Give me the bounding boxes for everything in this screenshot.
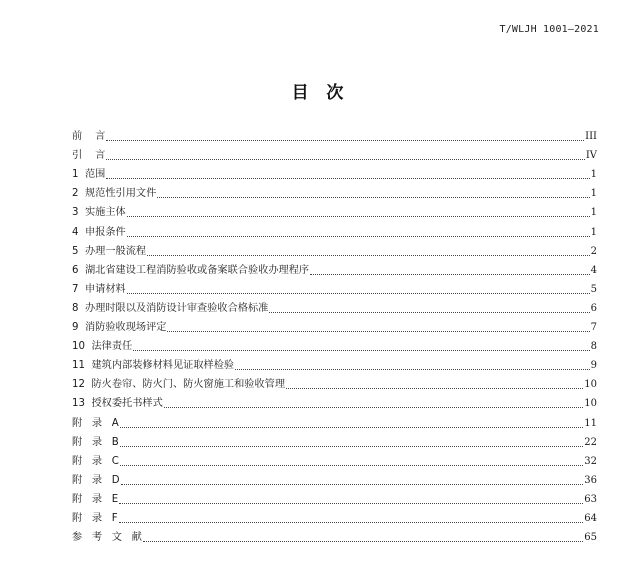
toc-entry[interactable]	[72, 315, 597, 334]
toc-entry-label: 引 言	[72, 150, 106, 162]
toc-dot-leader	[286, 388, 583, 389]
toc-dot-leader	[167, 331, 589, 332]
toc-entry[interactable]	[72, 372, 597, 391]
toc-dot-leader	[127, 216, 590, 217]
toc-entry-label: 5 办理一般流程	[72, 245, 147, 257]
toc-entry-label: 前 言	[72, 131, 106, 143]
toc-entry-page: 7	[590, 322, 597, 334]
toc-entry-page: 22	[584, 436, 597, 448]
toc-entry-page: IV	[585, 150, 597, 162]
toc-entry-label: 12 防火卷帘、防火门、防火窗施工和验收管理	[72, 379, 286, 391]
toc-entry[interactable]	[72, 487, 597, 506]
toc-entry-label: 4 申报条件	[72, 226, 126, 238]
toc-dot-leader	[119, 503, 583, 504]
document-code: T/WLJH 1001—2021	[499, 24, 599, 35]
toc-entry[interactable]	[72, 219, 597, 238]
toc-entry[interactable]	[72, 162, 597, 181]
toc-entry-label: 2 规范性引用文件	[72, 188, 157, 200]
toc-entry-label: 11 建筑内部装修材料见证取样检验	[72, 360, 235, 372]
toc-entry-page: 1	[590, 188, 597, 200]
toc-entry-label: 9 消防验收现场评定	[72, 322, 167, 334]
toc-entry[interactable]	[72, 525, 597, 544]
toc-entry-page: 10	[584, 398, 597, 410]
toc-entry-page: 32	[584, 455, 597, 467]
toc-entry-page: 65	[584, 532, 597, 544]
toc-entry-label: 附 录 D	[72, 474, 120, 486]
toc-entry-label: 8 办理时限以及消防设计审查验收合格标准	[72, 302, 269, 314]
toc-entry-label: 3 实施主体	[72, 207, 126, 219]
toc-entry-label: 13 授权委托书样式	[72, 398, 163, 410]
toc-entry[interactable]	[72, 239, 597, 258]
toc-entry-label: 附 录 F	[72, 512, 118, 524]
toc-entry[interactable]	[72, 410, 597, 429]
toc-dot-leader	[106, 159, 585, 160]
toc-entry-page: 9	[590, 360, 597, 372]
toc-entry-page: 6	[590, 302, 597, 314]
toc-entry-label: 1 范围	[72, 169, 106, 181]
toc-entry-page: 2	[590, 245, 597, 257]
toc-entry-page: 36	[584, 474, 597, 486]
toc-dot-leader	[133, 350, 589, 351]
toc-entry[interactable]	[72, 296, 597, 315]
toc-entry-label: 7 申请材料	[72, 283, 126, 295]
toc-entry-page: 5	[590, 283, 597, 295]
toc-dot-leader	[120, 427, 583, 428]
toc-entry[interactable]	[72, 200, 597, 219]
toc-entry[interactable]	[72, 391, 597, 410]
page-title: 目 次	[291, 83, 346, 103]
toc-entry-label: 附 录 B	[72, 436, 119, 448]
toc-entry[interactable]	[72, 449, 597, 468]
toc-dot-leader	[143, 541, 583, 542]
toc-entry-page: 8	[590, 341, 597, 353]
toc-entry-label: 附 录 E	[72, 493, 119, 505]
toc-entry[interactable]	[72, 334, 597, 353]
toc-dot-leader	[106, 140, 584, 141]
toc-dot-leader	[269, 312, 589, 313]
toc-dot-leader	[127, 236, 590, 237]
toc-dot-leader	[147, 255, 590, 256]
toc-entry-page: 63	[584, 493, 597, 505]
toc-entry-page: III	[585, 131, 597, 143]
toc-dot-leader	[120, 465, 583, 466]
toc-entry-label: 10 法律责任	[72, 341, 133, 353]
toc-entry[interactable]	[72, 277, 597, 296]
toc-dot-leader	[310, 274, 590, 275]
toc-entry[interactable]	[72, 468, 597, 487]
toc-dot-leader	[164, 407, 584, 408]
toc-entry-page: 4	[590, 264, 597, 276]
toc-dot-leader	[235, 369, 590, 370]
toc-entry[interactable]	[72, 181, 597, 200]
toc-entry-page: 1	[590, 226, 597, 238]
toc-entry-page: 10	[584, 379, 597, 391]
toc-entry-label: 6 湖北省建设工程消防验收或备案联合验收办理程序	[72, 264, 310, 276]
toc-dot-leader	[119, 522, 584, 523]
toc-entry[interactable]	[72, 353, 597, 372]
toc-dot-leader	[121, 484, 584, 485]
toc-entry-page: 1	[590, 207, 597, 219]
toc-entry-label: 参 考 文 献	[72, 532, 142, 544]
toc-entry-page: 64	[584, 512, 597, 524]
toc-entry-page: 1	[590, 169, 597, 181]
table-of-contents	[72, 124, 597, 544]
toc-dot-leader	[106, 178, 589, 179]
toc-dot-leader	[127, 293, 590, 294]
toc-entry[interactable]	[72, 430, 597, 449]
toc-entry[interactable]	[72, 258, 597, 277]
toc-entry-page: 11	[584, 417, 597, 429]
toc-dot-leader	[120, 446, 583, 447]
toc-entry[interactable]	[72, 143, 597, 162]
toc-entry[interactable]	[72, 124, 597, 143]
toc-entry[interactable]	[72, 506, 597, 525]
toc-dot-leader	[157, 197, 589, 198]
toc-entry-label: 附 录 A	[72, 417, 119, 429]
toc-entry-label: 附 录 C	[72, 455, 119, 467]
